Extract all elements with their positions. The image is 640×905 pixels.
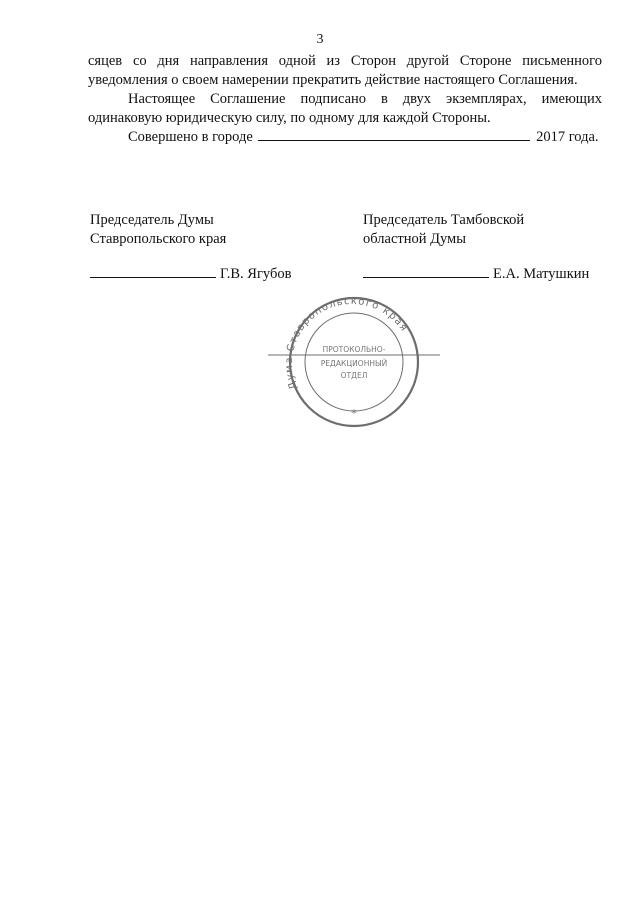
paragraph-place-date bbox=[88, 128, 602, 147]
paragraph-copies: Настоящее Соглашение подписано в двух экземплярах, имеющих одинаковую юридическую силу, по одному для каждой Стороны. bbox=[88, 91, 602, 126]
right-signature-row bbox=[363, 265, 589, 284]
left-signatory-name: Г.В. Ягубов bbox=[220, 266, 292, 282]
right-title-line2: областной Думы bbox=[363, 231, 466, 247]
stamp-ring-text: Дума Ставропольского края bbox=[283, 295, 410, 391]
paragraph-termination: сяцев со дня направления одной из Сторон другой Стороне письменного уведомления о своем намерении прекратить действие настоящего Соглашения. bbox=[88, 53, 602, 88]
stamp-center-line3: ОТДЕЛ bbox=[340, 371, 368, 380]
stamp-center-line1: ПРОТОКОЛЬНО- bbox=[322, 345, 386, 354]
right-signature-line bbox=[363, 265, 489, 278]
stamp-center-line2: РЕДАКЦИОННЫЙ bbox=[320, 359, 388, 368]
right-signatory-name: Е.А. Матушкин bbox=[493, 266, 590, 282]
place-label: Совершено в городе bbox=[128, 129, 253, 145]
stamp-star-icon: * bbox=[351, 407, 357, 420]
left-signatory bbox=[90, 211, 291, 284]
year-label: 2017 года. bbox=[536, 129, 599, 145]
left-signature-row bbox=[90, 265, 291, 284]
left-title-line1: Председатель Думы bbox=[90, 212, 214, 228]
official-stamp bbox=[264, 294, 444, 434]
body-text bbox=[88, 52, 602, 147]
right-title-line1: Председатель Тамбовской bbox=[363, 212, 525, 228]
left-signature-line bbox=[90, 265, 216, 278]
right-signatory bbox=[363, 211, 589, 284]
left-title-line2: Ставропольского края bbox=[90, 231, 227, 247]
page-number: 3 bbox=[316, 32, 324, 47]
city-blank-line bbox=[258, 128, 530, 141]
